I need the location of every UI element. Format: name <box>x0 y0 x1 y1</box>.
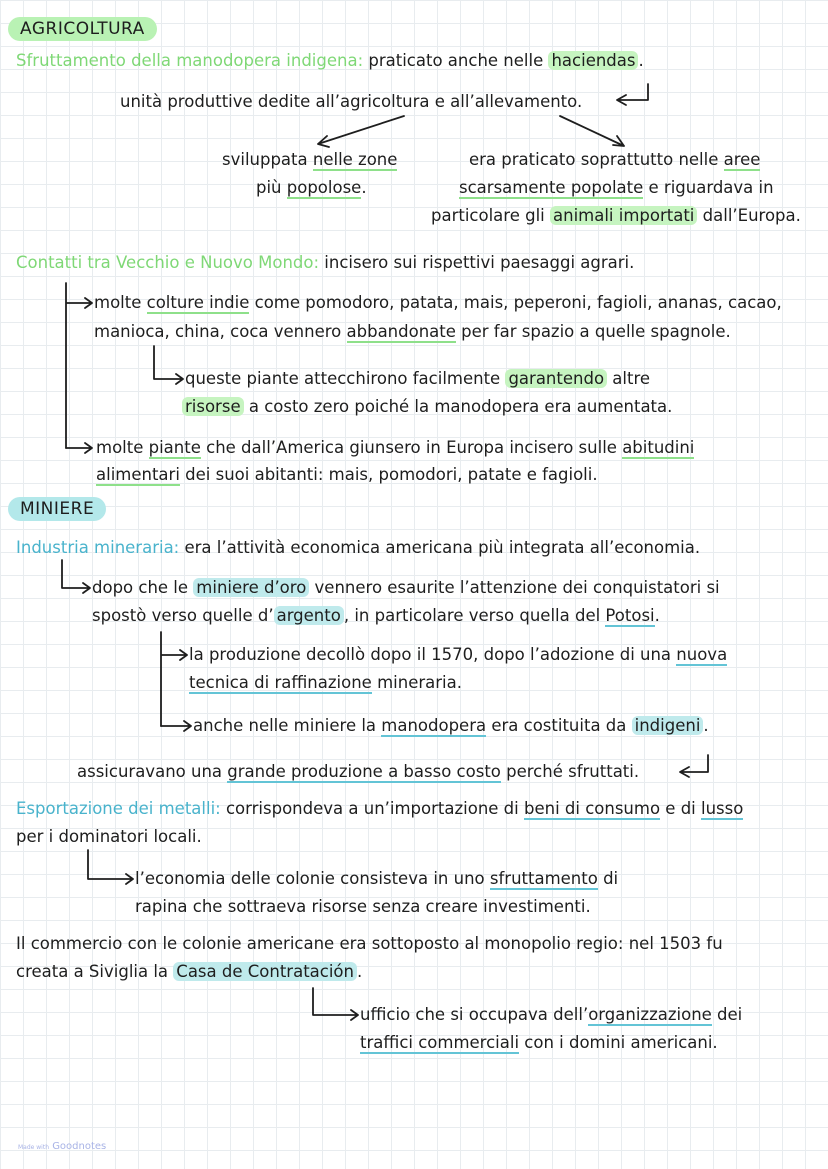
line-assicuravano: assicuravano una grande produzione a basso costo perché sfruttati. <box>77 762 640 781</box>
line-casa-contratacion: creata a Siviglia la Casa de Contratación . <box>16 962 363 981</box>
elbow-arrow-icon <box>161 721 191 731</box>
line-colture: molte colture indie come pomodoro, patata, mais, peperoni, fagioli, ananas, cacao, <box>94 293 782 312</box>
elbow-arrow-icon <box>313 988 358 1020</box>
elbow-arrow-icon <box>62 560 90 593</box>
line-queste-piante: queste piante attecchirono facilmente garantendo altre <box>185 369 651 388</box>
arrow-left-icon <box>318 116 404 147</box>
line-scarsamente: scarsamente popolate e riguardava in <box>459 178 774 197</box>
line-dominatori: per i dominatori locali. <box>16 827 202 846</box>
key-term: Industria mineraria: <box>16 538 180 557</box>
goodnotes-watermark: Made with Goodnotes <box>18 1141 107 1152</box>
line-rapina: rapina che sottraeva risorse senza creare investimenti. <box>135 897 591 916</box>
line-molte-piante: molte piante che dall’America giunsero in Europa incisero sulle abitudini <box>96 438 695 457</box>
highlight: haciendas <box>548 51 638 70</box>
key-term: Contatti tra Vecchio e Nuovo Mondo: <box>16 253 320 272</box>
line-produzione: la produzione decollò dopo il 1570, dopo l’adozione di una nuova <box>189 645 728 664</box>
line-manodopera: anche nelle miniere la manodopera era costituita da indigeni . <box>193 716 709 735</box>
line-alimentari: alimentari dei suoi abitanti: mais, pomodori, patate e fagioli. <box>96 465 598 484</box>
line-economia: l’economia delle colonie consisteva in uno sfruttamento di <box>135 869 619 888</box>
line-sviluppata: sviluppata nelle zone <box>222 150 398 169</box>
arrow-right-icon <box>560 116 624 146</box>
line-commercio: Il commercio con le colonie americane era sottoposto al monopolio regio: nel 1503 fu <box>16 934 723 953</box>
line-traffici: traffici commerciali con i domini americani. <box>360 1033 718 1052</box>
line-animali: particolare gli animali importati dall’Europa. <box>431 206 801 225</box>
line-industria: Industria mineraria: era l’attività economica americana più integrata all’economia. <box>16 538 701 557</box>
return-arrow-icon <box>617 84 648 105</box>
line-argento: spostò verso quelle d’ argento , in particolare verso quella del Potosi. <box>92 606 660 625</box>
return-arrow-icon <box>680 755 708 777</box>
line-sfruttamento: Sfruttamento della manodopera indigena: praticato anche nelle haciendas . <box>16 51 644 70</box>
line-contatti: Contatti tra Vecchio e Nuovo Mondo: incisero sui rispettivi paesaggi agrari. <box>16 253 635 272</box>
line-popolose: più popolose. <box>256 178 367 197</box>
elbow-arrow-icon <box>88 850 133 884</box>
line-tecnica: tecnica di raffinazione mineraria. <box>189 673 462 692</box>
section-title-miniere: MINIERE <box>8 497 106 521</box>
line-risorse: risorse a costo zero poiché la manodopera era aumentata. <box>182 396 672 418</box>
elbow-arrow-icon <box>161 632 187 726</box>
key-term: Esportazione dei metalli: <box>16 799 221 818</box>
line-ufficio: ufficio che si occupava dell’organizzazione dei <box>360 1005 743 1024</box>
line-miniere-oro: dopo che le miniere d’oro vennero esaurite l’attenzione dei conquistatori si <box>92 578 720 597</box>
line-esportazione: Esportazione dei metalli: corrispondeva a un’importazione di beni di consumo e di lusso <box>16 799 744 818</box>
line-unita-produttive: unità produttive dedite all’agricoltura e all’allevamento. <box>120 92 583 111</box>
elbow-arrow-icon <box>66 443 92 453</box>
elbow-arrow-icon <box>154 346 183 384</box>
line-praticato: era praticato soprattutto nelle aree <box>469 150 761 169</box>
elbow-arrow-icon <box>66 283 92 448</box>
key-term: Sfruttamento della manodopera indigena: <box>16 51 364 70</box>
line-manioca: manioca, china, coca vennero abbandonate per far spazio a quelle spagnole. <box>94 322 731 341</box>
section-title-agricoltura: AGRICOLTURA <box>8 17 157 41</box>
